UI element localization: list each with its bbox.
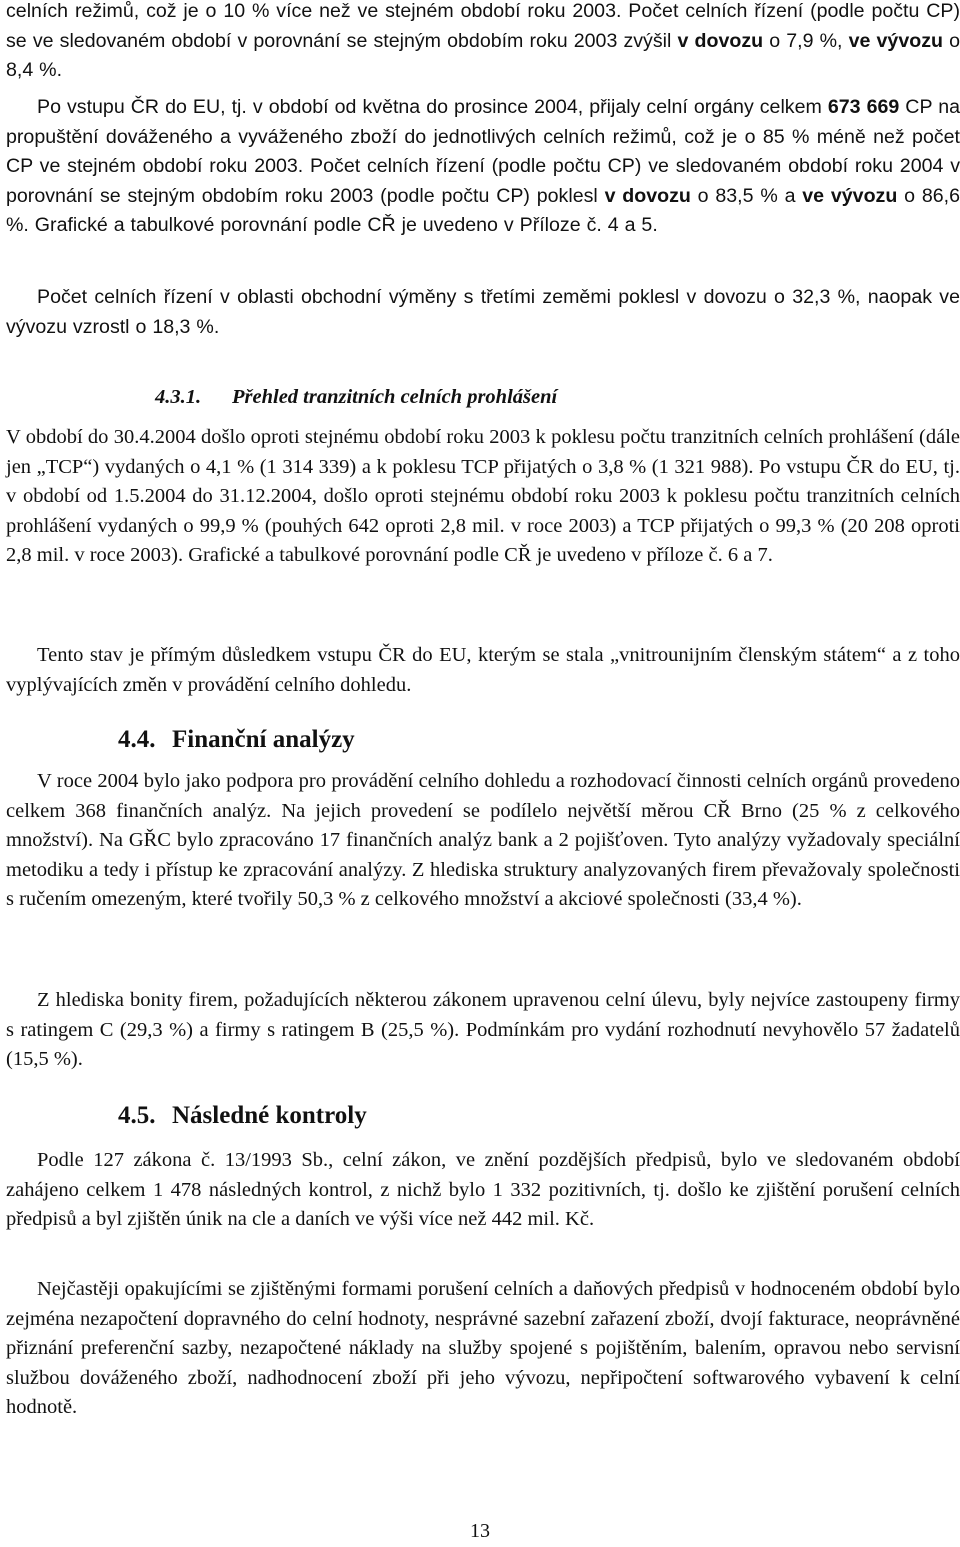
paragraph-violation-forms: Nejčastěji opakujícími se zjištěnými formami porušení celních a daňových předpisů v hodnoceném období bylo zejména nezapočtení dopravného do celní hodnoty, nesprávné sazební zařazení zboží, dvojí fakturace, neoprávněné přiznání preferenční sazby, nezapočtené náklady na služby spojené s pojištěním, balením, opravou nebo servisní službou dováženého zboží, nadhodnocení zboží při jeho vývozu, nepřipočtení softwarového vybavení k celní hodnotě. xyxy=(6,1278,960,1418)
paragraph-third-country-trade: Počet celních řízení v oblasti obchodní výměny s třetími zeměmi poklesl v dovozu o 32,3 %, naopak ve vývozu vzrostl o 18,3 %. xyxy=(6,286,960,338)
bold-export: ve vývozu xyxy=(802,184,898,207)
bold-import: v dovozu xyxy=(604,184,691,207)
paragraph-after-eu-entry xyxy=(6,93,960,241)
section-number: 4.5. xyxy=(118,1102,156,1129)
section-number: 4.3.1. xyxy=(155,386,202,408)
bold-cp-count: 673 669 xyxy=(827,96,900,118)
paragraph-customs-proceedings-2003-comparison xyxy=(6,0,960,86)
section-title: Následné kontroly xyxy=(172,1102,367,1129)
section-heading-4-3-1 xyxy=(155,383,557,413)
text-span: Po vstupu ČR do EU, tj. v období od května do prosince 2004, přijaly celní orgány celkem xyxy=(37,96,828,118)
bold-export: ve vývozu xyxy=(848,29,943,52)
page-number: 13 xyxy=(470,1520,490,1542)
paragraph-eu-member-state-consequence: Tento stav je přímým důsledkem vstupu ČR do EU, kterým se stala „vnitrounijním členským státem“ a z toho vyplývajících změn v provádění celního dohledu. xyxy=(6,644,960,696)
paragraph-financial-analyses: V roce 2004 bylo jako podpora pro provádění celního dohledu a rozhodovací činnosti celních orgánů provedeno celkem 368 finančních analýz. Na jejich provedení se podílelo největší měrou CŘ Brno (25 % z celkového množství). Na GŘC bylo zpracováno 17 finančních analýz bank a 2 pojišťoven. Tyto analýzy vyžadovaly speciální metodiku a tedy i přístup ke zpracování analýzy. Z hlediska struktury analyzovaných firem převažovaly společnosti s ručením omezeným, které tvořily 50,3 % z celkového množství a akciové společnosti (33,4 %). xyxy=(6,770,960,910)
text-span: o 86,6 %. Grafické a tabulkové porovnání podle CŘ je uvedeno v Příloze č. 4 a 5. xyxy=(6,184,960,236)
section-heading-4-5 xyxy=(118,1101,367,1131)
text-span: o 7,9 %, xyxy=(763,29,849,52)
paragraph-company-ratings: Z hlediska bonity firem, požadujících některou zákonem upravenou celní úlevu, byly nejvíce zastoupeny firmy s ratingem C (29,3 %) a firmy s ratingem B (25,5 %). Podmínkám pro vydání rozhodnutí nevyhovělo 57 žadatelů (15,5 %). xyxy=(6,989,960,1070)
text-span: CP na propuštění dováženého a vyváženého zboží do jednotlivých celních režimů, což je o 85 % méně než počet CP ve stejném období roku 2003. Počet celních řízení (podle počtu CP) ve sledovaném období roku 2004 v porovnání se stejným obdobím roku 2003 (podle počtu CP) poklesl xyxy=(6,96,960,207)
text-span: o 8,4 %. xyxy=(6,29,960,81)
section-title: Finanční analýzy xyxy=(172,726,355,753)
section-title: Přehled tranzitních celních prohlášení xyxy=(232,386,558,408)
paragraph-transit-declarations: V období do 30.4.2004 došlo oproti stejnému období roku 2003 k poklesu počtu tranzitních celních prohlášení (dále jen „TCP“) vydaných o 4,1 % (1 314 339) a k poklesu TCP přijatých o 3,8 % (1 321 988). Po vstupu ČR do EU, tj. v období od 1.5.2004 do 31.12.2004, došlo oproti stejnému období roku 2003 k poklesu počtu tranzitních celních prohlášení vydaných o 99,9 % (pouhých 642 oproti 2,8 mil. v roce 2003) a TCP přijatých o 99,3 % (20 208 oproti 2,8 mil. v roce 2003). Grafické a tabulkové porovnání podle CŘ je uvedeno v příloze č. 6 a 7. xyxy=(6,426,960,566)
bold-import: v dovozu xyxy=(677,29,764,52)
text-span: o 83,5 % a xyxy=(690,184,803,207)
section-heading-4-4 xyxy=(118,725,355,755)
paragraph-follow-up-controls: Podle 127 zákona č. 13/1993 Sb., celní zákon, ve znění pozdějších předpisů, bylo ve sledovaném období zahájeno celkem 1 478 následných kontrol, z nichž bylo 1 332 pozitivních, tj. došlo ke zjištění porušení celních předpisů a byl zjištěn únik na cle a daních ve výši více než 442 mil. Kč. xyxy=(6,1149,960,1230)
section-number: 4.4. xyxy=(118,726,156,753)
text-span: celních režimů, což je o 10 % více než ve stejném období roku 2003. Počet celních řízení (podle počtu CP) se ve sledovaném období v porovnání se stejným obdobím roku 2003 zvýšil xyxy=(6,0,960,52)
